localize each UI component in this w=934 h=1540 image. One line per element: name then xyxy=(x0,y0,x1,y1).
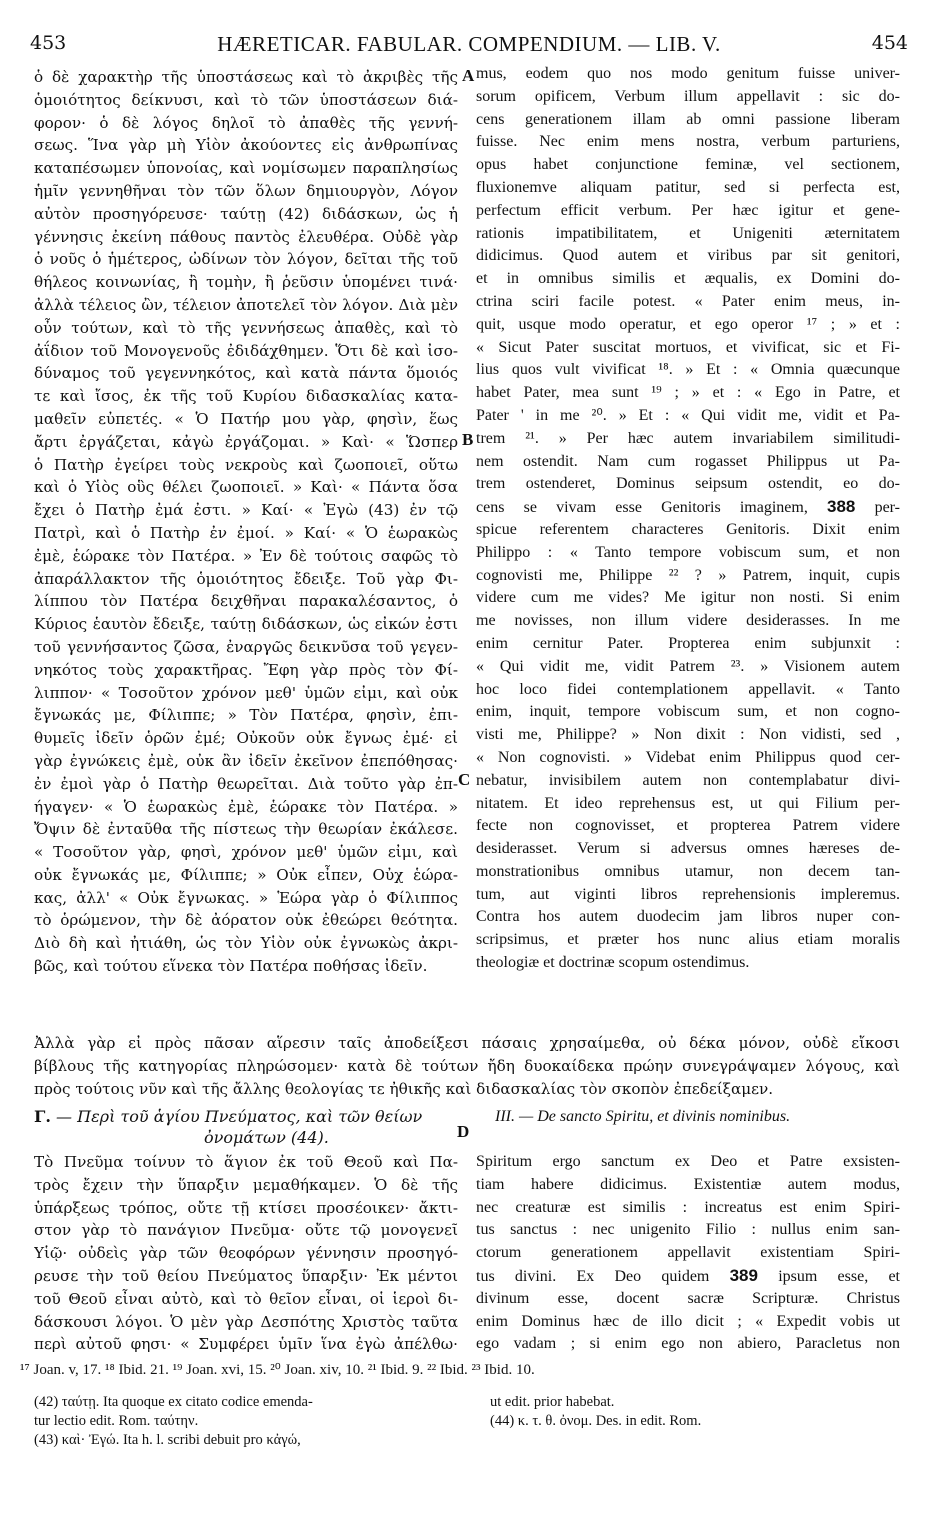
latin-text-line: nebatur, invisibilem autem non contemplabatur divi- xyxy=(476,771,900,789)
greek-text-line: οὐκ ἔγνωκάς με, Φίλιππε; » Οὐκ εἶπεν, Οὐχ ἑώρα- xyxy=(34,865,458,884)
greek-text-line: γέννησις ἐκείνη πάθους παντὸς ἐλευθέρα. Οὐδὲ γὰρ xyxy=(34,227,458,246)
greek-text-line: ἔχει ὁ Πατὴρ ἐμά ἐστι. » Καί· « Ἐγὼ (43) ἐν τῷ xyxy=(34,501,458,520)
latin-text-line: Philippo : « Tanto tempore vobiscum sum, et non xyxy=(476,543,900,561)
notes-right xyxy=(490,1393,701,1431)
greek-text-line: στον γὰρ τὸ πανάγιον Πνεῦμα· οὔτε τῷ μονογενεῖ xyxy=(34,1221,458,1240)
latin-text-line: sorum opificem, Verbum illum appellavit : sic do- xyxy=(476,87,900,105)
latin-text-line: scripsimus, et præter hos nunc alius etiam moralis xyxy=(476,931,900,949)
greek-text-line: ρευσε τὴν τοῦ θείου Πνεύματος ὕπαρξιν· Ἐκ μέντοι xyxy=(34,1266,458,1285)
latin-text-line: theologiæ et doctrinæ scopum ostendimus. xyxy=(476,954,750,972)
greek-text-line: ἀΐδιον τοῦ Μονογενοῦς ἐδιδάχθημεν. Ὅτι δὲ καὶ ἰσο- xyxy=(34,341,458,360)
latin-text-line: fluxionemve aliquam patitur, sed si perfecta est, xyxy=(476,178,900,196)
latin-text-line: ctrina sciri facile potest. « Pater enim meus, in- xyxy=(476,292,900,310)
greek-text-line: βίβλους τῆς κατηγορίας πληρώσομεν· κατὰ δὲ τούτων ἤδη δυοκαίδεκα πρώην συνεγράψαμεν λόγους, καὶ xyxy=(34,1056,900,1075)
latin-text-line: « Qui vidit me, vidit Patrem ²³. » Visionem autem xyxy=(476,657,900,675)
latin-text-line: et in omnibus similis et æqualis, ex Domini do- xyxy=(476,270,900,288)
greek-text-line: Κύριος ἑαυτὸν ἔδειξε, ταύτῃ διδάσκων, ὡς εἰκών ἐστι xyxy=(34,615,458,634)
latin-text-line: cens generationem illam ab omni passione liberam xyxy=(476,110,900,128)
marginal-number: 389 xyxy=(729,1265,758,1285)
greek-text-line: ἐμὲ, ἑώρακε τὸν Πατέρα. » Ἐν δὲ τούτοις σαφῶς τὸ xyxy=(34,546,458,565)
greek-text-line: ἄρτι ἐργάζεται, κἀγὼ ἐργάζομαι. » Καὶ· « Ὥσπερ xyxy=(34,432,458,451)
latin-text-line: didicimus. Quod autem et viribus par sit genitori, xyxy=(476,247,900,265)
latin-text-line: desiderasset. Verum si adversus omnes hæreses de- xyxy=(476,840,900,858)
greek-text-line: θυμεῖς ἰδεῖν ὁρῶν ἐμέ; Οὐκοῦν οὐκ ἔγνως ἐμέ· εἰ xyxy=(34,729,458,748)
margin-letter-a: A xyxy=(462,66,475,85)
greek-text-line: ἀλλὰ τέλειος ὢν, τέλειον ἀποτελεῖ τὸν λόγον. Διὰ μὲν xyxy=(34,295,458,314)
latin-text-line: « Sicut Pater suscitat mortuos, et vivificat, sic et Fi- xyxy=(476,338,900,356)
greek-text-line: δύναμος τοῦ γεγεννηκότος, καὶ κατὰ πάντα ὅμοιός xyxy=(34,364,458,383)
greek-text-line: φορον· ὁ δὲ λόγος δηλοῖ τὸ ἀπαθὲς τῆς γεννή- xyxy=(34,113,458,132)
latin-column xyxy=(476,63,900,975)
full-width-paragraph xyxy=(34,1032,900,1100)
latin-text-line: visti me, Philippe? » Non dixit : Non vidisti, sed , xyxy=(476,726,900,744)
section-title-line2: ὀνομάτων (44). xyxy=(204,1128,329,1147)
greek-text-line: Ὄψιν δὲ ἐνταῦθα τῆς πίστεως τὴν θεωρίαν ἐκάλεσε. xyxy=(34,820,458,839)
greek-text-line: οὖν τούτων, καὶ τὸ τῆς γεννήσεως ἀπαθὲς, καὶ τὸ xyxy=(34,318,458,337)
running-header xyxy=(30,32,908,60)
latin-text-line: opus habet conjunctione feminæ, vel sectionem, xyxy=(476,156,900,174)
greek-text-line: θήλεος κοινωνίας, ἢ τομὴν, ἢ ῥεῦσιν ὑπομένει τινά· xyxy=(34,273,458,292)
greek-text-line: ὁμοιότητος δείκνυσι, καὶ τὸ τῶν ὑποστάσεων διά- xyxy=(34,90,458,109)
section-title-line1: — Περὶ τοῦ ἁγίου Πνεύματος, καὶ τῶν θείων xyxy=(56,1107,423,1126)
greek-text-line: γὰρ ἐγνώκεις ἐμὲ, οὐκ ἂν ἰδεῖν ἐκεῖνον ἐπεπόθησας· xyxy=(34,751,458,770)
section-label: Γ. xyxy=(34,1107,51,1126)
latin-text-line: me novisses, non illum videre desiderasses. In me xyxy=(476,612,900,630)
footnote-line: (44) κ. τ. θ. ὀνομ. Des. in edit. Rom. xyxy=(490,1413,702,1429)
notes-left xyxy=(34,1393,313,1450)
greek-column xyxy=(34,66,458,978)
greek-text-line: ὁ Πατὴρ ἐγείρει τοὺς νεκροὺς καὶ ζωοποιεῖ, οὕτω xyxy=(34,455,458,474)
greek-text-line: τρὸς ἔχειν τὴν ὕπαρξιν μεμαθήκαμεν. Ὁ δὲ τῆς xyxy=(34,1175,458,1194)
greek-text-line: κας, ἀλλ' « Οὐκ ἔγνωκας. » Ἑώρα γὰρ ὁ Φίλιππος xyxy=(34,888,458,907)
latin-text-line: cognovisti me, Philippe ²² ? » Patrem, inquit, cupis xyxy=(476,566,900,584)
latin-text-line: enim Dominus hæc de illo dicit ; « Expedit vobis ut xyxy=(476,1312,900,1330)
footnote-line: (42) ταύτῃ. Ita quoque ex citato codice emenda- xyxy=(34,1394,313,1410)
greek-column-2 xyxy=(34,1151,458,1356)
latin-text-line: tus divini. Ex Deo quidem 389 ipsum esse, et xyxy=(476,1265,900,1285)
latin-text-line: rationis impatibilitatem, et Unigeniti æternitatem xyxy=(476,224,900,242)
marginal-number: 388 xyxy=(827,497,856,517)
latin-text-line: enim cernitur Pater. Propterea enim subjunxit : xyxy=(476,634,900,652)
scripture-references: ¹⁷ Joan. v, 17. ¹⁸ Ibid. 21. ¹⁹ Joan. xvi, 15. ²⁰ Joan. xiv, 10. ²¹ Ibid. 9. ²² Ibid. ²³ Ibid. 10. xyxy=(20,1362,535,1378)
latin-text-line: nitatem. Et ideo reprehensus est, ut qui Filium per- xyxy=(476,794,900,812)
latin-text-line: hoc loco fidei contemplationem appellavit. « Tanto xyxy=(476,680,900,698)
greek-text-line: Πατρὶ, καὶ ὁ Πατὴρ ἐν ἐμοί. » Καί· « Ὁ ἑωρακὼς xyxy=(34,523,458,542)
latin-text-line: habet Pater, mea sunt ¹⁹ ; » et : « Ego in Patre, et xyxy=(476,384,900,402)
latin-text-line: Pater ' in me ²⁰. » Et : « Qui vidit me, vidit et Pa- xyxy=(476,406,900,424)
greek-text-line: « Τοσοῦτον γὰρ, φησὶ, χρόνον μεθ' ὑμῶν εἰμι, καὶ xyxy=(34,843,458,862)
latin-text-line: mus, eodem quo nos modo genitum fuisse univer- xyxy=(476,65,900,82)
latin-text-line: nec creaturæ est similis : increatus est enim Spiri- xyxy=(476,1198,900,1216)
greek-text-line: μαθεῖν εὐπετές. « Ὁ Πατήρ μου γὰρ, φησὶν, ἕως xyxy=(34,409,458,428)
page-number-left: 453 xyxy=(30,32,67,54)
greek-text-line: ἔγνωκάς με, Φίλιππε; » Τὸν Πατέρα, φησὶν, ἐπι- xyxy=(34,706,458,725)
greek-text-line: ήγαγεν· « Ὁ ἑωρακὼς ἐμὲ, ἑώρακε τὸν Πατέρα. » xyxy=(34,797,458,816)
greek-text-line: ὁ νοῦς ὁ ἡμέτερος, ὠδίνων τὸν λόγον, δεῖται τῆς τοῦ xyxy=(34,250,458,269)
latin-text-line: fecte non cognovisset, et propterea Patrem videre xyxy=(476,817,900,835)
latin-text-line: enim, inquit, tempore vobiscum sum, et non cogno- xyxy=(476,703,900,721)
footnote-line: tur lectio edit. Rom. ταύτην. xyxy=(34,1413,199,1429)
greek-text-line: τοῦ Θεοῦ εἶναι αὐτὸ, καὶ τὸ θεῖον εἶναι, οἱ ἱεροὶ δι- xyxy=(34,1289,458,1308)
latin-section-heading: III. — De sancto Spiritu, et divinis nominibus. xyxy=(495,1108,791,1125)
margin-letter-c: C xyxy=(458,770,471,789)
greek-text-line: ἡμῖν γεννηθῆναι τὸν τῶν ὅλων δημιουργὸν, Λόγον xyxy=(34,181,458,200)
latin-text-line: trem ostenderet, Dominus seipsum ostendit, eo do- xyxy=(476,475,900,493)
latin-text-line: monstrationibus omnibus utamur, non decem tan- xyxy=(476,862,900,880)
greek-text-line: τε καὶ ἴσος, ἐκ τῆς τοῦ Κυρίου διδασκαλίας κατα- xyxy=(34,387,458,406)
latin-text-line: fuisse. Nec enim mens nostra, verbum parturiens, xyxy=(476,133,900,151)
latin-text-line: cens se vivam esse Genitoris imaginem, 388 per- xyxy=(476,497,900,517)
running-title: HÆRETICAR. FABULAR. COMPENDIUM. — LIB. V. xyxy=(217,32,721,56)
greek-text-line: πρὸς τούτοις νῦν καὶ τῆς ἄλλης θεολογίας τε ἠθικῆς καὶ διδασκαλίας τὸν σκοπὸν ἐπεδείξαμεν. xyxy=(34,1079,774,1098)
margin-letter-d: D xyxy=(457,1122,470,1141)
latin-text-line: quit, usque modo operatur, et ego operor ¹⁷ ; » et : xyxy=(476,315,900,333)
latin-text-line: tum, aut viginti libros reprehensionis impleremus. xyxy=(476,885,900,903)
latin-text-line: « Non cognovisti. » Videbat enim Philippus quod cer- xyxy=(476,748,900,766)
latin-text-line: lius quos vult vivificat ¹⁸. » Et : « Omnia quæcunque xyxy=(476,361,900,379)
footnote-line: (43) καὶ· Ἐγώ. Ita h. l. scribi debuit pro κἀγώ, xyxy=(34,1432,301,1448)
greek-text-line: Ἀλλὰ γὰρ εἰ πρὸς πᾶσαν αἵρεσιν ταῖς ἀποδείξεσι πάσαις χρησαίμεθα, οὐ δέκα μόνον, οὐδὲ εἴκοσι xyxy=(34,1034,900,1052)
latin-text-line: tus sanctus : nec unigenito Filio : nullus enim san- xyxy=(476,1221,900,1239)
greek-text-line: περὶ αὐτοῦ φησι· « Συμφέρει ὑμῖν ἵνα ἐγὼ ἀπέλθω· xyxy=(34,1335,458,1354)
latin-text-line: Spiritum ergo sanctum ex Deo et Patre exsisten- xyxy=(476,1153,900,1170)
greek-text-line: Υἱῷ· οὐδεὶς γὰρ τῶν θεοφόρων γέννησιν προσηγό- xyxy=(34,1244,458,1263)
greek-text-line: λιππον· « Τοσοῦτον χρόνον μεθ' ὑμῶν εἰμι, καὶ οὐκ xyxy=(34,683,458,702)
latin-text-line: ego vadam ; si enim ego non abiero, Paracletus non xyxy=(476,1335,900,1353)
greek-text-line: καταπέσωμεν ὑπονοίας, καὶ νομίσωμεν παραπλησίως xyxy=(34,159,458,178)
greek-section-heading xyxy=(34,1106,458,1148)
greek-text-line: ὑπάρξεως τρόπος, οὔτε τῇ κτίσει προσέοικεν· ἄκτι- xyxy=(34,1198,458,1217)
margin-letter-b: B xyxy=(462,430,474,449)
greek-text-line: αὐτὸν προσηγόρευσε· ταύτῃ (42) διδάσκων, ὡς ἡ xyxy=(34,204,458,223)
latin-text-line: divinum esse, docent sacræ Scripturæ. Christus xyxy=(476,1289,900,1307)
greek-text-line: τοῦ γεννήσαντος ζῶσα, ἐναργῶς δεικνῦσα τοῦ γεγεν- xyxy=(34,637,458,656)
greek-text-line: νηκότος τοὺς χαρακτῆρας. Ἔφη γὰρ πρὸς τὸν Φί- xyxy=(34,660,458,679)
latin-text-line: videre cum me vides? Me igitur non nosti. Si enim xyxy=(476,589,900,607)
footnote-line: ut edit. prior habebat. xyxy=(490,1394,615,1410)
greek-text-line: ἀπαράλλακτον τῆς ὁμοιότητος ἔδειξε. Τοῦ γὰρ Φι- xyxy=(34,569,458,588)
greek-text-line: καὶ ὁ Υἱὸς οὓς θέλει ζωοποιεῖ. » Καὶ· « Πάντα ὅσα xyxy=(34,478,458,497)
latin-text-line: ctorum generationem appellavit existentiam Spiri- xyxy=(476,1244,900,1262)
greek-text-line: λίππου τὸν Πατέρα δειχθῆναι παρακαλέσαντος, ὁ xyxy=(34,592,458,611)
latin-text-line: nem ostendit. Nam cum rogasset Philippus ut Pa- xyxy=(476,452,900,470)
latin-text-line: tiam habere didicimus. Existentiæ autem modus, xyxy=(476,1175,900,1193)
greek-text-line: Τὸ Πνεῦμα τοίνυν τὸ ἅγιον ἐκ τοῦ Θεοῦ καὶ Πα- xyxy=(34,1153,458,1171)
greek-text-line: βῶς, καὶ τούτου εἵνεκα τὸν Πατέρα ποθήσας ἰδεῖν. xyxy=(34,957,428,976)
greek-text-line: ὁ δὲ χαρακτὴρ τῆς ὑποστάσεως καὶ τὸ ἀκριβὲς τῆς xyxy=(34,68,458,86)
greek-text-line: σεως. Ἵνα γὰρ μὴ Υἱὸν ἀκούοντες εἰς ἀνθρωπίνας xyxy=(34,136,458,155)
page-number-right: 454 xyxy=(871,32,908,54)
latin-text-line: trem ²¹. » Per hæc autem invariabilem similitudi- xyxy=(476,429,900,447)
latin-text-line: spicue referentem characteres Genitoris. Dixit enim xyxy=(476,520,900,538)
greek-text-line: τὸ ὁρώμενον, τὴν δὲ ἀόρατον οὐκ ἐθεώρει θεότητα. xyxy=(34,911,458,930)
latin-text-line: perfectum efficit verbum. Per hæc igitur et gene- xyxy=(476,201,900,219)
latin-text-line: Contra hos autem duodecim jam libros nuper con- xyxy=(476,908,900,926)
greek-text-line: δάσκουσι λόγοι. Ὁ μὲν γὰρ Δεσπότης Χριστὸς ταῦτα xyxy=(34,1312,458,1331)
greek-text-line: ἐν ἐμοὶ γὰρ ὁ Πατὴρ θεωρεῖται. Διὰ τοῦτο γὰρ ἐπ- xyxy=(34,774,458,793)
greek-text-line: Διὸ δὴ καὶ ἠτιάθη, ὡς τὸν Υἱὸν οὐκ ἐγνωκὼς ἀκρι- xyxy=(34,934,458,953)
latin-column-2 xyxy=(476,1151,900,1356)
